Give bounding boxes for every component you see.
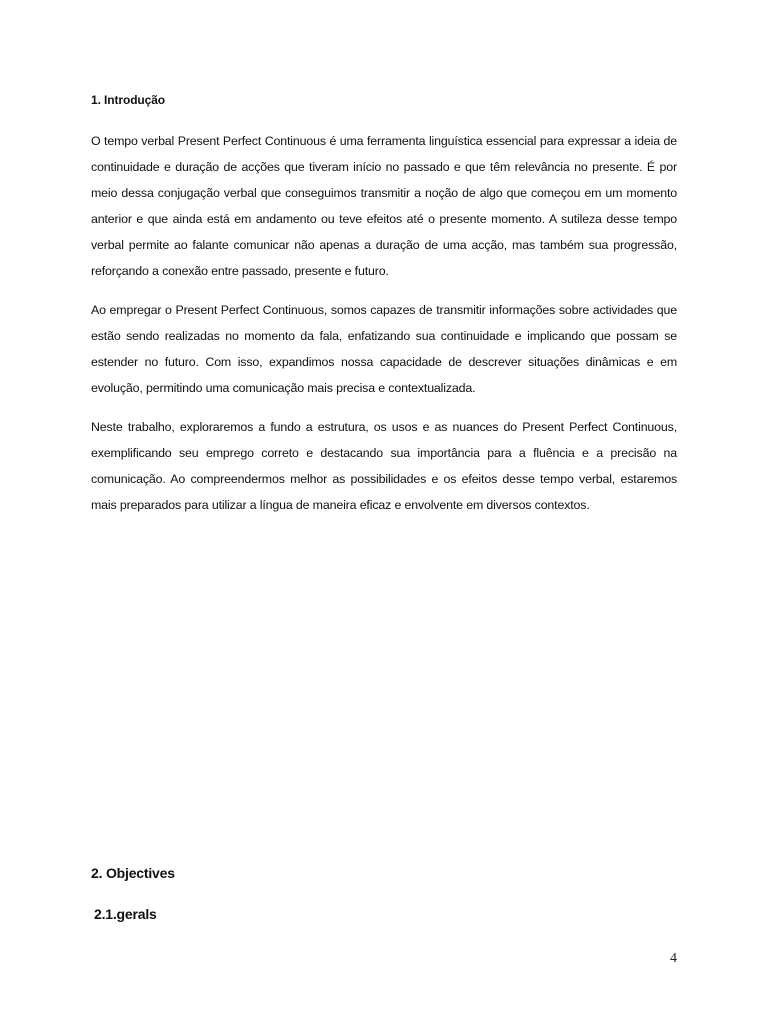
section-heading-objectives: 2. Objectives: [91, 865, 175, 881]
paragraph-block: [91, 414, 677, 518]
paragraph-block: [91, 128, 677, 284]
paragraph-2: Ao empregar o Present Perfect Continuous, somos capazes de transmitir informações sobre actividades que estão sendo realizadas no momento da fala, enfatizando sua continuidade e implicando que possam se estender no futuro. Com isso, expandimos nossa capacidade de descrever situações dinâmicas e em evolução, permitindo uma comunicação mais precisa e contextualizada.: [91, 303, 677, 395]
paragraph-block: [91, 297, 677, 401]
section-heading-introducao: 1. Introdução: [91, 93, 166, 107]
subsection-heading-gerals: 2.1.gerals: [94, 906, 157, 922]
paragraph-1: O tempo verbal Present Perfect Continuous é uma ferramenta linguística essencial para expressar a ideia de continuidade e duração de acções que tiveram início no passado e que têm relevância no presente. É por meio dessa conjugação verbal que conseguimos transmitir a noção de algo que começou em um momento anterior e que ainda está em andamento ou teve efeitos até o presente momento. A sutileza desse tempo verbal permite ao falante comunicar não apenas a duração de uma acção, mas também sua progressão, reforçando a conexão entre passado, presente e futuro.: [91, 134, 677, 278]
page-number: 4: [670, 951, 677, 966]
paragraph-3: Neste trabalho, exploraremos a fundo a estrutura, os usos e as nuances do Present Perfect Continuous, exemplificando seu emprego correto e destacando sua importância para a fluência e a precisão na comunicação. Ao compreendermos melhor as possibilidades e os efeitos desse tempo verbal, estaremos mais preparados para utilizar a língua de maneira eficaz e envolvente em diversos contextos.: [91, 420, 677, 512]
